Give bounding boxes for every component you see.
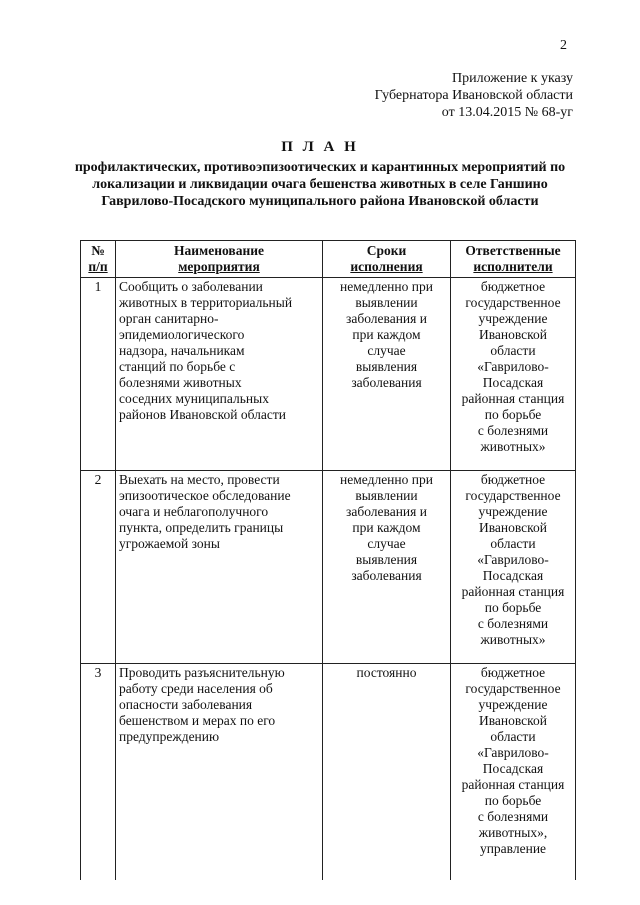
title-main: П Л А Н [281, 139, 359, 155]
header-name [116, 241, 323, 278]
header-num-line-1: № [91, 243, 105, 258]
header-num-line-2: п/п [88, 259, 108, 274]
document-title [60, 138, 580, 210]
row-deadline: немедленно при выявлении заболевания и при каждом случае выявления заболевания [323, 278, 451, 471]
row-action: Сообщить о заболевании животных в территориальный орган санитарно- эпидемиологического надзора, начальникам станций по борьбе с болезнями животных соседних муниципальных районов Ивановской области [116, 278, 323, 471]
header-num [81, 241, 116, 278]
table-row [81, 278, 576, 471]
table-header-row [81, 241, 576, 278]
row-number: 1 [81, 278, 116, 471]
row-responsible: бюджетное государственное учреждение Ивановской области «Гаврилово- Посадская районная станция по борьбе с болезнями животных» [451, 471, 576, 664]
title-subtitle: профилактических, противоэпизоотических и карантинных мероприятий по локализации и ликвидации очага бешенства животных в селе Ганшино Гаврилово-Посадского муниципального района Ивановской области [74, 160, 566, 209]
plan-table [80, 240, 576, 880]
appendix-line-3: от 13.04.2015 № 68-уг [441, 105, 573, 120]
row-responsible: бюджетное государственное учреждение Ивановской области «Гаврилово- Посадская районная станция по борьбе с болезнями животных» [451, 278, 576, 471]
row-action: Выехать на место, провести эпизоотическое обследование очага и неблагополучного пункта, определить границы угрожаемой зоны [116, 471, 323, 664]
header-resp-line-2: исполнители [473, 259, 553, 274]
table-row [81, 664, 576, 881]
header-term [323, 241, 451, 278]
row-deadline: немедленно при выявлении заболевания и при каждом случае выявления заболевания [323, 471, 451, 664]
appendix-block [375, 70, 573, 121]
header-resp-line-1: Ответственные [465, 243, 561, 258]
header-term-line-2: исполнения [350, 259, 423, 274]
appendix-line-2: Губернатора Ивановской области [374, 88, 573, 103]
row-action: Проводить разъяснительную работу среди населения об опасности заболевания бешенством и мерах по его предупреждению [116, 664, 323, 881]
row-number: 2 [81, 471, 116, 664]
row-deadline: постоянно [323, 664, 451, 881]
header-name-line-1: Наименование [174, 243, 264, 258]
table-row [81, 471, 576, 664]
appendix-line-1: Приложение к указу [452, 71, 573, 86]
header-responsible [451, 241, 576, 278]
header-term-line-1: Сроки [366, 243, 407, 258]
page-number: 2 [560, 38, 567, 53]
header-name-line-2: мероприятия [178, 259, 260, 274]
row-number: 3 [81, 664, 116, 881]
row-responsible: бюджетное государственное учреждение Ивановской области «Гаврилово- Посадская районная станция по борьбе с болезнями животных», управление [451, 664, 576, 881]
